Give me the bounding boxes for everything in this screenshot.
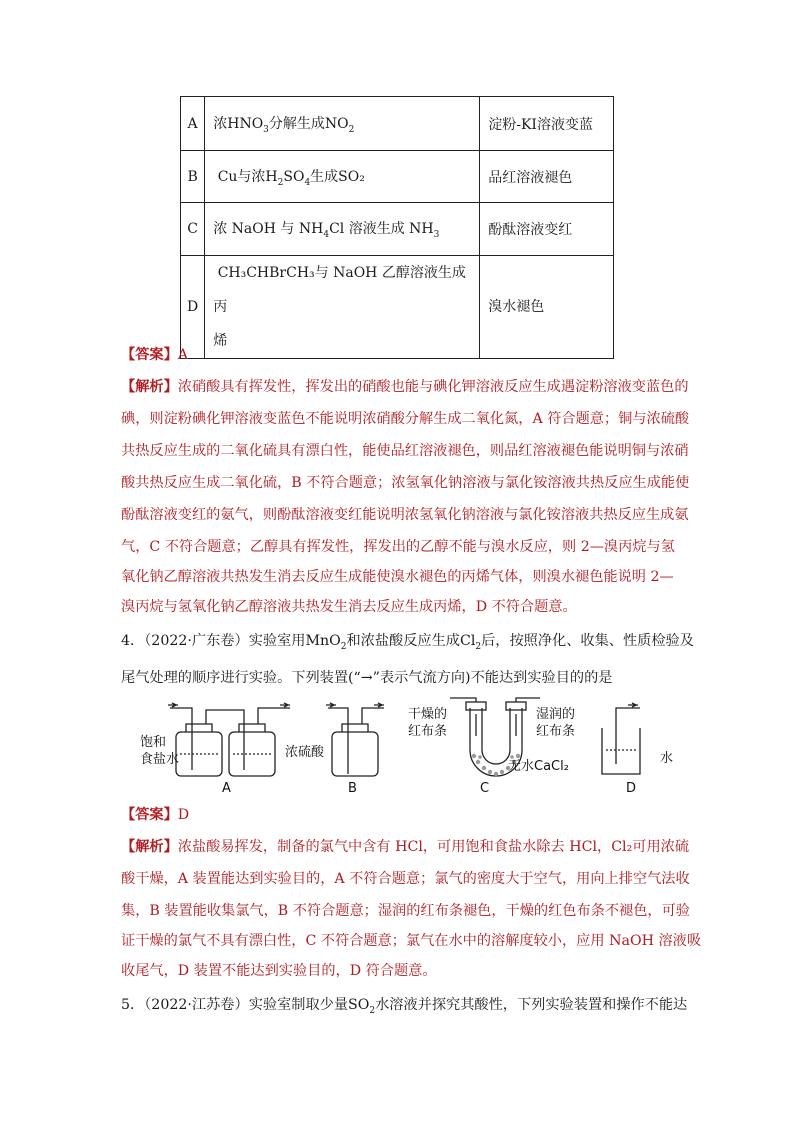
analysis-line: 酸共热反应生成二氧化硫，B 不符合题意；浓氢氧化钠溶液与氯化铵溶液共热反应生成能使 [121, 475, 690, 491]
question-4-line-2: 尾气处理的顺序进行实验。下列装置(“→”表示气流方向)不能达到实验目的的是 [121, 670, 613, 686]
answer-value: D [177, 807, 190, 823]
label-b: B [348, 781, 357, 796]
c-bottom-label: 无水CaCl₂ [508, 759, 569, 774]
analysis-line: 酚酞溶液变红的氨气，则酚酞溶液变红能说明浓氢氧化钠溶液与氯化铵溶液共热反应生成氨 [121, 507, 689, 523]
analysis-line: 氧化钠乙醇溶液共热发生消去反应生成能使溴水褪色的丙烯气体，则溴水褪色能说明 2— [121, 569, 674, 585]
question-5-line-1: 5．（2022·江苏卷）实验室制取少量$SO_2$水溶液并探究其酸性，下列实验装置和操作不能达 [121, 997, 688, 1016]
options-table [180, 96, 614, 359]
c-left-label-1: 干燥的 [408, 707, 448, 722]
apparatus-d [602, 705, 640, 774]
answer-value: A [177, 347, 189, 363]
reaction-cell: 浓 NaOH 与 $NH_4Cl$ 溶液生成 $NH_3$ [205, 203, 480, 256]
a-left-label-1: 饱和 [140, 735, 167, 750]
analysis-line: 共热反应生成的二氧化硫具有漂白性，能使品红溶液褪色，则品红溶液褪色能说明铜与浓硝 [121, 443, 689, 459]
label-c: C [480, 781, 490, 796]
table-row [181, 97, 614, 151]
reaction-cell: CH₃CHBrCH₃与 NaOH 乙醇溶液生成丙 烯 [205, 256, 480, 359]
table-row [181, 203, 614, 256]
phenomenon-cell: 酚酞溶液变红 [480, 203, 614, 256]
option-label: C [181, 203, 205, 256]
a-right-label: 浓硫酸 [285, 745, 325, 760]
c-left-label-2: 红布条 [408, 724, 448, 739]
analysis-line: 集，B 装置能收集氯气，B 不符合题意；湿润的红布条褪色，干燥的红色布条不褪色，可验 [121, 903, 690, 919]
analysis-line: 碘，则淀粉碘化钾溶液变蓝色不能说明浓硝酸分解生成二氧化氮，A 符合题意；铜与浓硫酸 [121, 411, 690, 427]
reaction-cell: 浓$HNO_3$分解生成$NO_2$ [205, 97, 480, 151]
analysis-line: 【解析】浓盐酸易挥发，制备的氯气中含有 HCl，可用饱和食盐水除去 HCl，Cl₂可用浓硫 [121, 839, 690, 855]
label-d: D [626, 781, 637, 796]
answer-line [121, 804, 189, 824]
analysis-line: 酸干燥，A 装置能达到实验目的，A 不符合题意；氯气的密度大于空气，用向上排空气法收 [121, 871, 690, 887]
answer-tag: 【答案】 [121, 347, 178, 363]
d-label: 水 [660, 751, 674, 766]
option-label: D [181, 256, 205, 359]
question-4-line-1: 4．（2022·广东卷）实验室用MnO$_2$和浓盐酸反应生成$Cl_2$后，按照净化、收集、性质检验及 [121, 633, 694, 652]
analysis-line: 收尾气，D 装置不能达到实验目的，D 符合题意。 [121, 963, 437, 979]
analysis-line: 【解析】浓硝酸具有挥发性，挥发出的硝酸也能与碘化钾溶液反应生成遇淀粉溶液变蓝色的 [121, 379, 689, 395]
c-right-label-2: 红布条 [536, 724, 576, 739]
answer-tag: 【答案】 [121, 807, 178, 823]
option-label: B [181, 151, 205, 203]
table-row [181, 256, 614, 359]
phenomenon-cell: 淀粉-KI溶液变蓝 [480, 97, 614, 151]
analysis-line: 证干燥的氯气不具有漂白性，C 不符合题意；氯气在水中的溶解度较小，应用 NaOH 溶液吸 [121, 933, 702, 949]
option-label: A [181, 97, 205, 151]
apparatus-b [326, 705, 384, 776]
phenomenon-cell: 品红溶液褪色 [480, 151, 614, 203]
analysis-line: 溴丙烷与氢氧化钠乙醇溶液共热发生消去反应生成丙烯，D 不符合题意。 [121, 599, 577, 615]
label-a: A [222, 781, 231, 796]
a-left-label-2: 食盐水 [140, 752, 180, 767]
reaction-cell: Cu与浓$H_2SO_4$生成SO₂ [205, 151, 480, 203]
apparatus-a [168, 705, 290, 776]
table-row [181, 151, 614, 203]
c-right-label-1: 湿润的 [536, 707, 576, 722]
analysis-line: 气，C 不符合题意；乙醇具有挥发性，挥发出的乙醇不能与溴水反应，则 2—溴丙烷与氢 [121, 539, 675, 555]
answer-line [121, 344, 188, 364]
apparatus-diagram [140, 694, 680, 802]
phenomenon-cell: 溴水褪色 [480, 256, 614, 359]
